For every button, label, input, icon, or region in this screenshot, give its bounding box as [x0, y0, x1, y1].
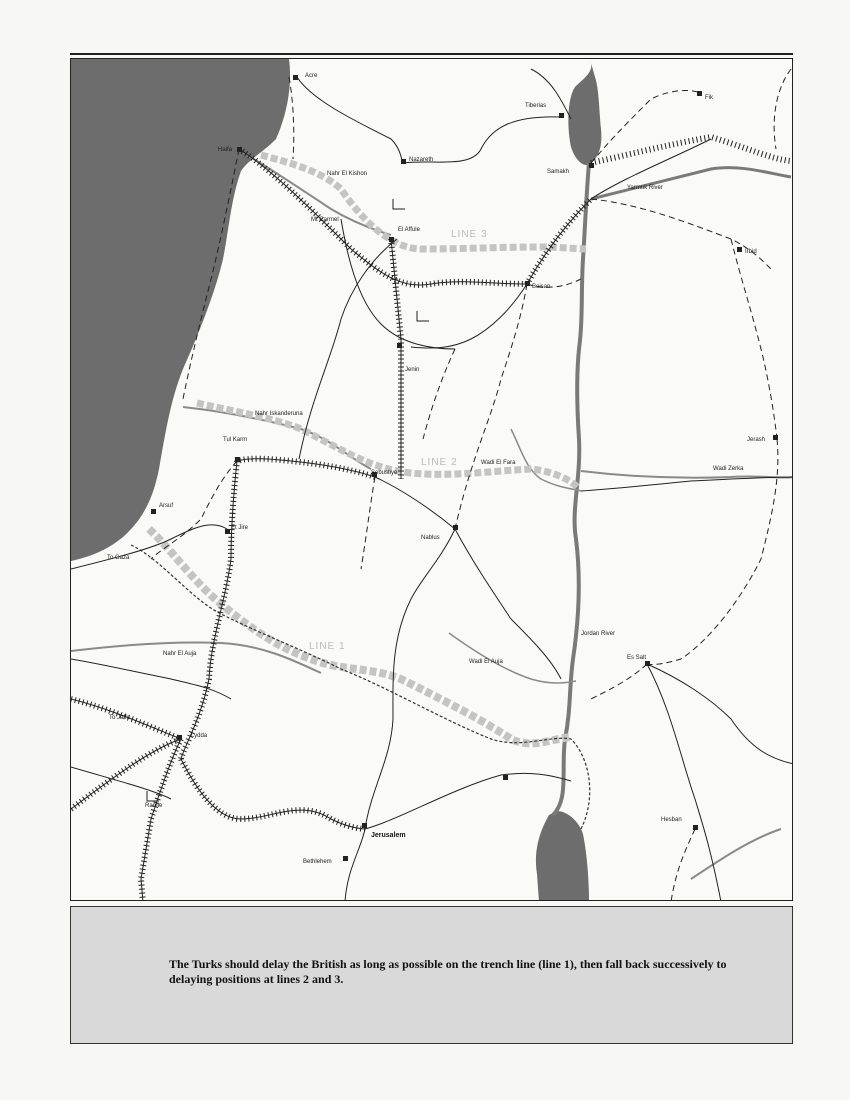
- town-label: Et Jire: [231, 525, 249, 531]
- feature-label: Wadi El Fara: [481, 460, 516, 466]
- town-label: Tiberias: [525, 103, 547, 109]
- line-3-band: [261, 155, 586, 249]
- town-label: El Affule: [398, 227, 420, 233]
- town-label: Irbid: [745, 249, 757, 255]
- feature-label: Nahr Iskanderuna: [255, 411, 303, 417]
- town-label: Jenin: [405, 367, 420, 373]
- line-2-label: LINE 2: [421, 457, 458, 468]
- town-label: Tul Karm: [223, 437, 248, 443]
- town-label: Nazareth: [409, 157, 434, 163]
- town-label: Beisan: [532, 284, 551, 290]
- tracks: [151, 69, 791, 901]
- wadi-el-fara: [511, 429, 581, 491]
- town-label: Bethlehem: [303, 859, 332, 865]
- town-label: Haifa: [218, 147, 233, 153]
- hill-symbol: [417, 311, 429, 321]
- line-3-label: LINE 3: [451, 229, 488, 240]
- feature-label: Jordan River: [581, 631, 616, 637]
- town-label: Samakh: [547, 169, 570, 175]
- town-label: Arsuf: [159, 503, 174, 509]
- map-canvas: [71, 59, 793, 901]
- town-label: Fik: [705, 95, 713, 101]
- sea: [71, 59, 290, 561]
- town-label: Jerash: [747, 437, 766, 443]
- feature-label: Yarmuk River: [627, 185, 663, 191]
- town-label: Nablus: [421, 535, 440, 541]
- dead-sea: [536, 811, 589, 901]
- wadi-zerka: [581, 471, 793, 478]
- town-label: To Gaza: [107, 555, 130, 561]
- town-label: Ramle: [145, 803, 163, 809]
- top-rule: [70, 53, 793, 55]
- town-markers: [151, 75, 778, 861]
- town-label: Acre: [305, 73, 318, 79]
- town-label: Hesban: [661, 817, 682, 823]
- line-1-label: LINE 1: [309, 641, 346, 652]
- feature-label: Nahr El Kishon: [327, 171, 368, 177]
- line-1-band: [149, 529, 571, 743]
- map: [70, 58, 793, 901]
- sea-of-galilee: [568, 63, 601, 165]
- hill-symbol: [393, 199, 405, 209]
- town-label: Es Salt: [627, 655, 647, 661]
- yarmuk-river: [591, 168, 791, 199]
- town-label: Lydda: [191, 733, 208, 739]
- feature-label: Wadi Zerka: [713, 466, 744, 472]
- caption-text: The Turks should delay the British as long as possible on the trench line (line 1), then fall back successively to delaying positions at lines 2 and 3.: [169, 957, 727, 986]
- feature-label: Nahr El Auja: [163, 651, 197, 657]
- stream-east: [691, 829, 781, 879]
- trench-line: [131, 545, 590, 829]
- town-label: To Jaffa: [109, 715, 130, 721]
- feature-label: Wadi El Auja: [469, 659, 503, 665]
- town-label: Jerusalem: [371, 832, 406, 839]
- town-label: Sebustiye: [371, 470, 398, 476]
- town-label: Mt Carmel: [311, 217, 339, 223]
- caption-box: [70, 906, 793, 1044]
- wadi-el-auja: [449, 633, 576, 683]
